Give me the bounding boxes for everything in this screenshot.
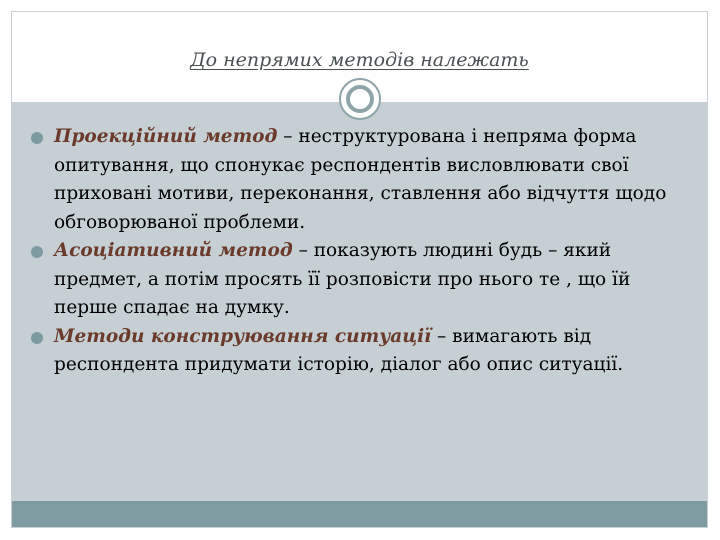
- bullet-text: – вимагають від респондента придумати історію, діалог або опис ситуації.: [54, 325, 624, 375]
- circle-ornament-icon: [339, 78, 381, 120]
- bullet-term: Методи конструювання ситуації: [54, 325, 432, 347]
- bullet-dot-icon: [31, 332, 43, 344]
- bullet-text: – показують людині будь – який предмет, а потім просять її розповісти про нього те , що їй перше спадає на думку.: [54, 240, 631, 318]
- circle-ornament-inner: [346, 85, 374, 113]
- bullet-dot-icon: [31, 132, 43, 144]
- bullet-term: Асоціативний метод: [54, 240, 293, 261]
- footer-bar: [12, 501, 707, 527]
- bullet-text: – неструктурована і непряма форма опитування, що спонукає респондентів висловлювати свої приховані мотиви, переконання, ставлення або відчуття щодо обговорюваної проблеми.: [54, 126, 667, 233]
- slide-title: До непрямих методів належать: [190, 49, 529, 71]
- bullet-dot-icon: [31, 246, 43, 258]
- bullet-term: Проекційний метод: [54, 126, 278, 147]
- bullet-item-situation-construction: [26, 323, 696, 380]
- bullet-list: [26, 123, 696, 380]
- bullet-item-associative-method: [26, 237, 696, 323]
- bullet-item-projective-method: [26, 123, 696, 237]
